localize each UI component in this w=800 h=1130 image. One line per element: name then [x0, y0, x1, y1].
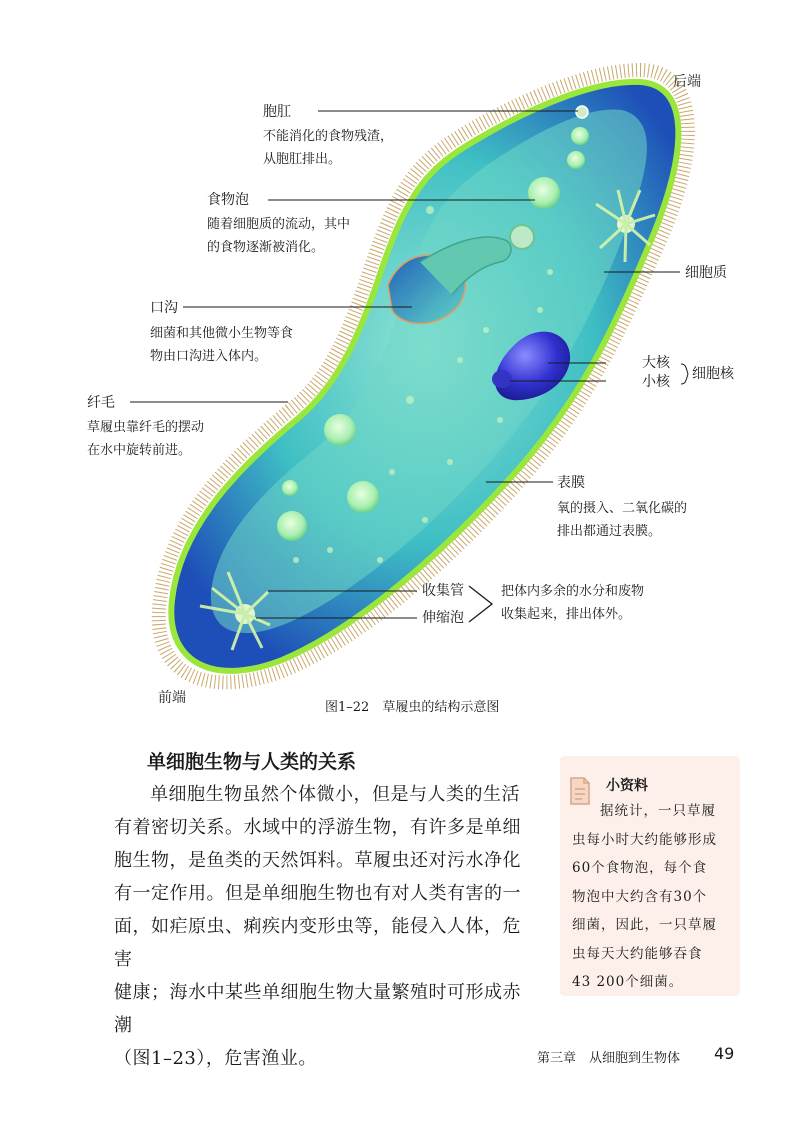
sidebar-line: 虫每天大约能够吞食	[572, 945, 703, 962]
sidebar-line: 43 200个细菌。	[572, 974, 684, 990]
label-food-vacuole-desc-2: 的食物逐渐被消化。	[207, 240, 325, 255]
sidebar-text	[572, 797, 717, 997]
sidebar-line: 据统计，一只草履	[600, 803, 716, 819]
sidebar-line: 60个食物泡，每个食	[572, 860, 708, 876]
label-anal-pore-desc-2: 从胞肛排出。	[263, 152, 342, 167]
label-anal-pore-title: 胞肛	[263, 104, 291, 120]
label-nucleus: 细胞核	[692, 366, 734, 382]
label-rear-end: 后端	[673, 74, 701, 90]
body-line: 面，如疟原虫、痢疾内变形虫等，能侵入人体，危害	[114, 916, 521, 970]
label-excretion-desc-2: 收集起来，排出体外。	[501, 607, 632, 622]
body-line: 胞生物，是鱼类的天然饵料。草履虫还对污水净化	[114, 850, 521, 871]
body-line: （图1–23），危害渔业。	[114, 1048, 317, 1069]
page-number: 49	[714, 1044, 735, 1063]
label-anal-pore-desc-1: 不能消化的食物残渣，	[263, 129, 394, 144]
label-oral-groove-title: 口沟	[150, 300, 178, 316]
label-membrane-title: 表膜	[557, 475, 585, 491]
sidebar-line: 虫每小时大约能够形成	[572, 831, 717, 848]
sidebar-title: 小资料	[606, 778, 648, 794]
label-excretion-desc-1: 把体内多余的水分和废物	[501, 584, 645, 599]
body-line: 有一定作用。但是单细胞生物也有对人类有害的一	[114, 883, 521, 904]
sidebar-line: 细菌，因此，一只草履	[572, 917, 717, 933]
body-paragraph	[114, 778, 534, 1075]
section-title: 单细胞生物与人类的关系	[147, 751, 357, 773]
label-micronucleus: 小核	[642, 374, 670, 390]
label-oral-groove-desc-1: 细菌和其他微小生物等食	[150, 326, 294, 341]
anal-pore-shape	[576, 106, 588, 118]
sidebar-line: 物泡中大约含有30个	[572, 888, 708, 905]
label-collecting-canal: 收集管	[422, 583, 464, 599]
chapter-footer: 第三章 从细胞到生物体	[537, 1051, 681, 1066]
label-membrane-desc-1: 氧的摄入、二氧化碳的	[557, 501, 688, 516]
label-cytoplasm: 细胞质	[685, 265, 727, 281]
label-cilia-desc-1: 草履虫靠纤毛的摆动	[87, 420, 205, 435]
label-food-vacuole-title: 食物泡	[207, 192, 249, 208]
label-food-vacuole-desc-1: 随着细胞质的流动，其中	[207, 217, 351, 232]
label-front-end: 前端	[158, 690, 186, 706]
label-cilia-title: 纤毛	[87, 395, 115, 411]
body-line: 单细胞生物虽然个体微小，但是与人类的生活	[150, 784, 520, 805]
body-line: 健康；海水中某些单细胞生物大量繁殖时可形成赤潮	[114, 982, 521, 1036]
label-macronucleus: 大核	[642, 355, 670, 371]
micronucleus-shape	[492, 370, 512, 388]
fact-sidebar	[560, 756, 740, 996]
label-membrane-desc-2: 排出都通过表膜。	[557, 524, 662, 539]
figure-caption: 图1–22 草履虫的结构示意图	[325, 700, 500, 715]
label-cilia-desc-2: 在水中旋转前进。	[87, 443, 192, 458]
label-oral-groove-desc-2: 物由口沟进入体内。	[150, 349, 268, 364]
label-contractile-vacuole: 伸缩泡	[422, 610, 464, 626]
body-line: 有着密切关系。水域中的浮游生物，有许多是单细	[114, 817, 521, 838]
